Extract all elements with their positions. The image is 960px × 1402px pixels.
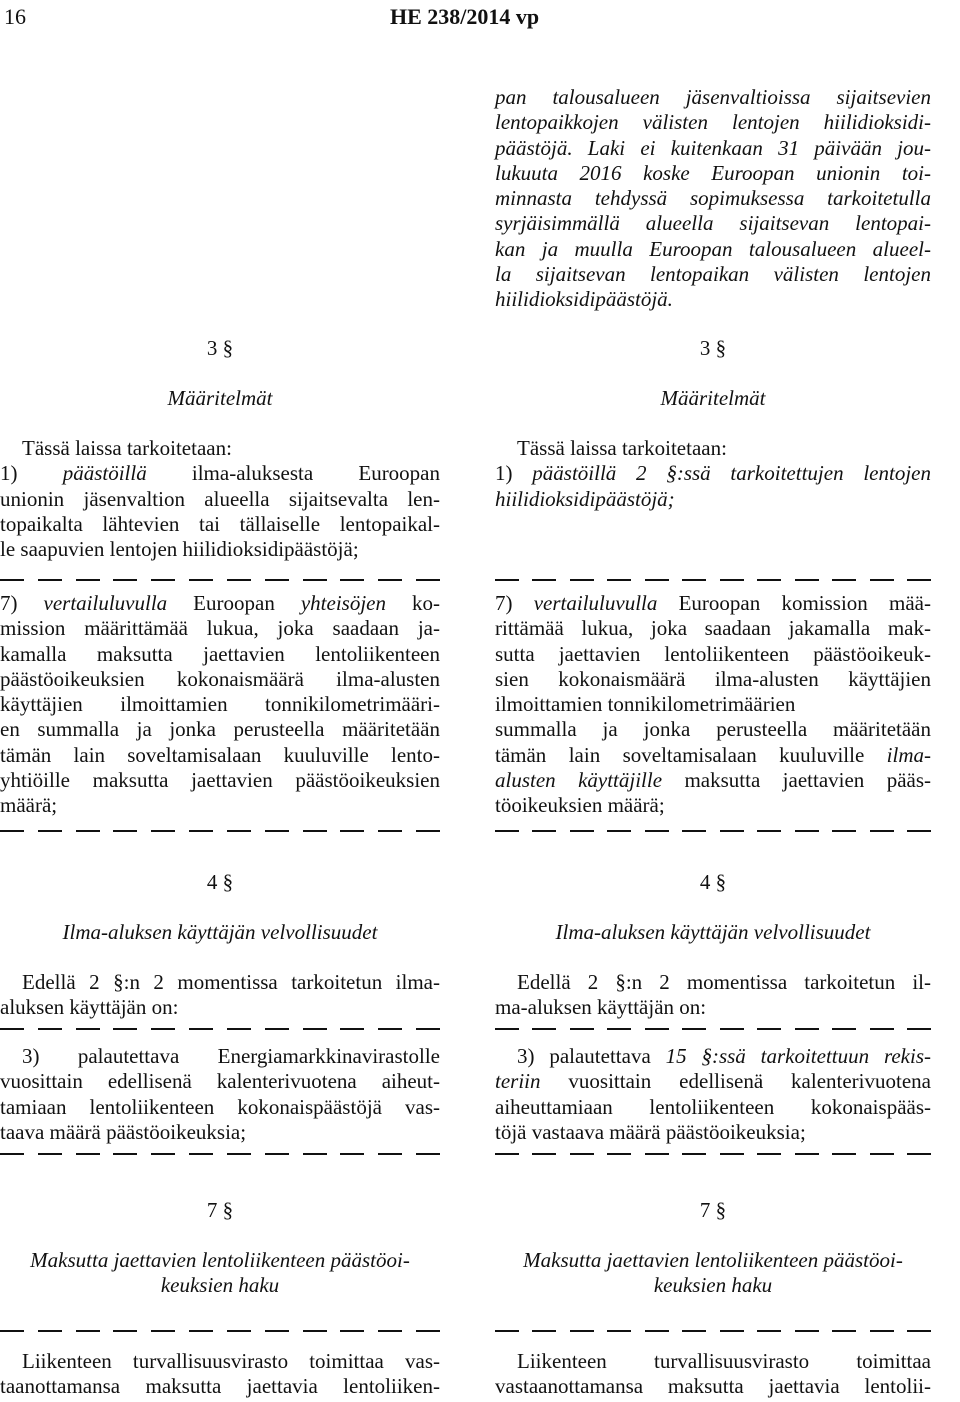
omission-dashes <box>0 576 440 582</box>
text-line: Tässä laissa tarkoitetaan: <box>22 436 232 460</box>
text-line: määrä; <box>0 793 58 818</box>
section-number: 7 § <box>699 1198 727 1222</box>
text-line: töjä vastaava määrä päästöoikeuksia; <box>495 1119 806 1144</box>
omission-dashes <box>0 1327 440 1333</box>
text-line: tamiaan lentoliikenteen kokonaispäästöjä vas- <box>0 1094 440 1119</box>
text-line: Tässä laissa tarkoitetaan: <box>517 436 727 460</box>
text-line: hiilidioksidipäästöjä. <box>495 287 673 312</box>
text-line: ilmoittamien tonnikilometrimäärien <box>495 692 796 717</box>
text-line: käyttäjien ilmoittamien tonnikilometrimääri- <box>0 692 440 717</box>
omission-dashes <box>0 827 440 833</box>
omission-dashes <box>495 576 931 582</box>
text-line: teriin vuosittain edellisenä kalenterivuotena <box>495 1069 931 1094</box>
text-line: topaikalta lähtevien tai tällaiselle lentopaikal- <box>0 511 440 536</box>
paragraph <box>0 591 440 819</box>
section-title: Ilma-aluksen käyttäjän velvollisuudet <box>555 920 871 944</box>
text-line: 7) vertailuluvulla Euroopan yhteisöjen ko- <box>0 591 440 615</box>
text-line: unionin jäsenvaltion alueella sijaitsevalta len- <box>0 486 440 511</box>
text-line: aluksen käyttäjän on: <box>0 995 179 1020</box>
text-line: ma-aluksen käyttäjän on: <box>495 995 707 1020</box>
text-line: tämän lain soveltamisalaan kuuluville lento- <box>0 742 440 767</box>
text-line: sien kokonaismäärä ilma-alusten käyttäjien <box>495 666 931 691</box>
section-title <box>0 1248 440 1299</box>
text-line: 1) päästöillä ilma-aluksesta Euroopan <box>0 461 441 486</box>
section-number: 3 § <box>699 336 727 360</box>
text-line: taanottamansa maksutta jaettavia lentoliiken- <box>0 1374 440 1399</box>
text-line: pan talousalueen jäsenvaltioissa sijaitsevien <box>495 85 931 109</box>
term: päästöillä <box>62 461 147 486</box>
section-title <box>495 1248 931 1299</box>
section-title: Määritelmät <box>660 386 766 410</box>
section-title: Ilma-aluksen käyttäjän velvollisuudet <box>62 920 378 944</box>
section-number: 4 § <box>206 870 234 894</box>
text-line: syrjäisimmällä alueella sijaitsevan lentopai- <box>495 211 931 236</box>
text-line: le saapuvien lentojen hiilidioksidipäästöjä; <box>0 537 359 562</box>
text-line: kan ja muulla Euroopan talousalueen alueel- <box>495 236 931 261</box>
text-line: en summalla ja jonka perusteella määritetään <box>0 717 440 742</box>
text-line: keuksien haku <box>653 1273 773 1298</box>
omission-dashes <box>495 1025 931 1031</box>
paragraph <box>495 1349 931 1400</box>
text-line: minnasta tehdyssä sopimuksessa tarkoitetulla <box>495 186 931 211</box>
text-line: päästöoikeuksien kokonaismäärä ilma-alusten <box>0 666 440 691</box>
text-line: la sijaitsevan lentopaikan välisten lentojen <box>495 262 931 287</box>
paragraph <box>0 436 440 562</box>
text-line: Liikenteen turvallisuusvirasto toimittaa <box>517 1349 931 1373</box>
text-line: päästöjä. Laki ei kuitenkaan 31 päivään jou- <box>495 135 931 160</box>
paragraph <box>495 85 931 313</box>
text-line: yhtiöille maksutta jaettavien päästöoikeuksien <box>0 768 440 793</box>
text-line: rittämää lukua, joka saadaan jakamalla mak- <box>495 616 931 641</box>
text-line: Maksutta jaettavien lentoliikenteen päästöoi- <box>523 1248 903 1272</box>
text-line: lentopaikkojen välisten lentojen hiilidioksidi- <box>495 110 931 135</box>
text-line: hiilidioksidipäästöjä; <box>495 486 675 511</box>
paragraph <box>495 1044 931 1145</box>
text-line: tämän lain soveltamisalaan kuuluville ilma- <box>495 742 931 767</box>
document-id: HE 238/2014 vp <box>390 4 540 29</box>
paragraph <box>0 1349 440 1400</box>
text-line: kamalla maksutta jaettavien lentoliikenteen <box>0 641 440 666</box>
text-line: mission määrittämää lukua, joka saadaan ja- <box>0 616 440 641</box>
text-line: vuosittain edellisenä kalenterivuotena aiheut- <box>0 1069 440 1094</box>
paragraph <box>495 970 931 1021</box>
text-line: Liikenteen turvallisuusvirasto toimittaa vas- <box>22 1349 440 1373</box>
section-number: 3 § <box>206 336 234 360</box>
paragraph <box>0 1044 440 1145</box>
omission-dashes <box>0 1150 440 1156</box>
text-line: vastaanottamansa maksutta jaettavia lentolii- <box>495 1374 931 1399</box>
omission-dashes <box>495 1327 931 1333</box>
text-line: taava määrä päästöoikeuksia; <box>0 1119 247 1144</box>
text-line: Edellä 2 §:n 2 momentissa tarkoitetun il- <box>517 970 931 994</box>
section-title: Määritelmät <box>167 386 273 410</box>
omission-dashes <box>495 1150 931 1156</box>
paragraph <box>495 591 931 819</box>
text-line: 7) vertailuluvulla Euroopan komission mää- <box>495 591 931 615</box>
text-line: 1) päästöillä 2 §:ssä tarkoitettujen lentojen <box>495 461 931 486</box>
text-line: lukuuta 2016 koske Euroopan unionin toi- <box>495 160 931 185</box>
text-line: 3) palautettava Energiamarkkinavirastolle <box>22 1044 440 1068</box>
text-line: töoikeuksien määrä; <box>495 793 665 818</box>
page-number: 16 <box>4 4 26 29</box>
text-line: alusten käyttäjille maksutta jaettavien pääs- <box>495 768 931 793</box>
text-line: sutta jaettavien lentoliikenteen päästöoikeuk- <box>495 641 931 666</box>
text-line: 3) palautettava 15 §:ssä tarkoitettuun rekis- <box>517 1044 932 1068</box>
text-line: Edellä 2 §:n 2 momentissa tarkoitetun ilma- <box>22 970 440 994</box>
text-line: aiheuttamiaan lentoliikenteen kokonaispääs- <box>495 1094 931 1119</box>
omission-dashes <box>0 1025 440 1031</box>
paragraph <box>0 970 440 1021</box>
page-header <box>0 4 960 34</box>
section-number: 7 § <box>206 1198 234 1222</box>
section-number: 4 § <box>699 870 727 894</box>
text-line: keuksien haku <box>160 1273 280 1298</box>
omission-dashes <box>495 827 931 833</box>
text-line: summalla ja jonka perusteella määritetään <box>495 717 931 742</box>
paragraph <box>495 436 931 512</box>
text-line: Maksutta jaettavien lentoliikenteen päästöoi- <box>30 1248 410 1272</box>
